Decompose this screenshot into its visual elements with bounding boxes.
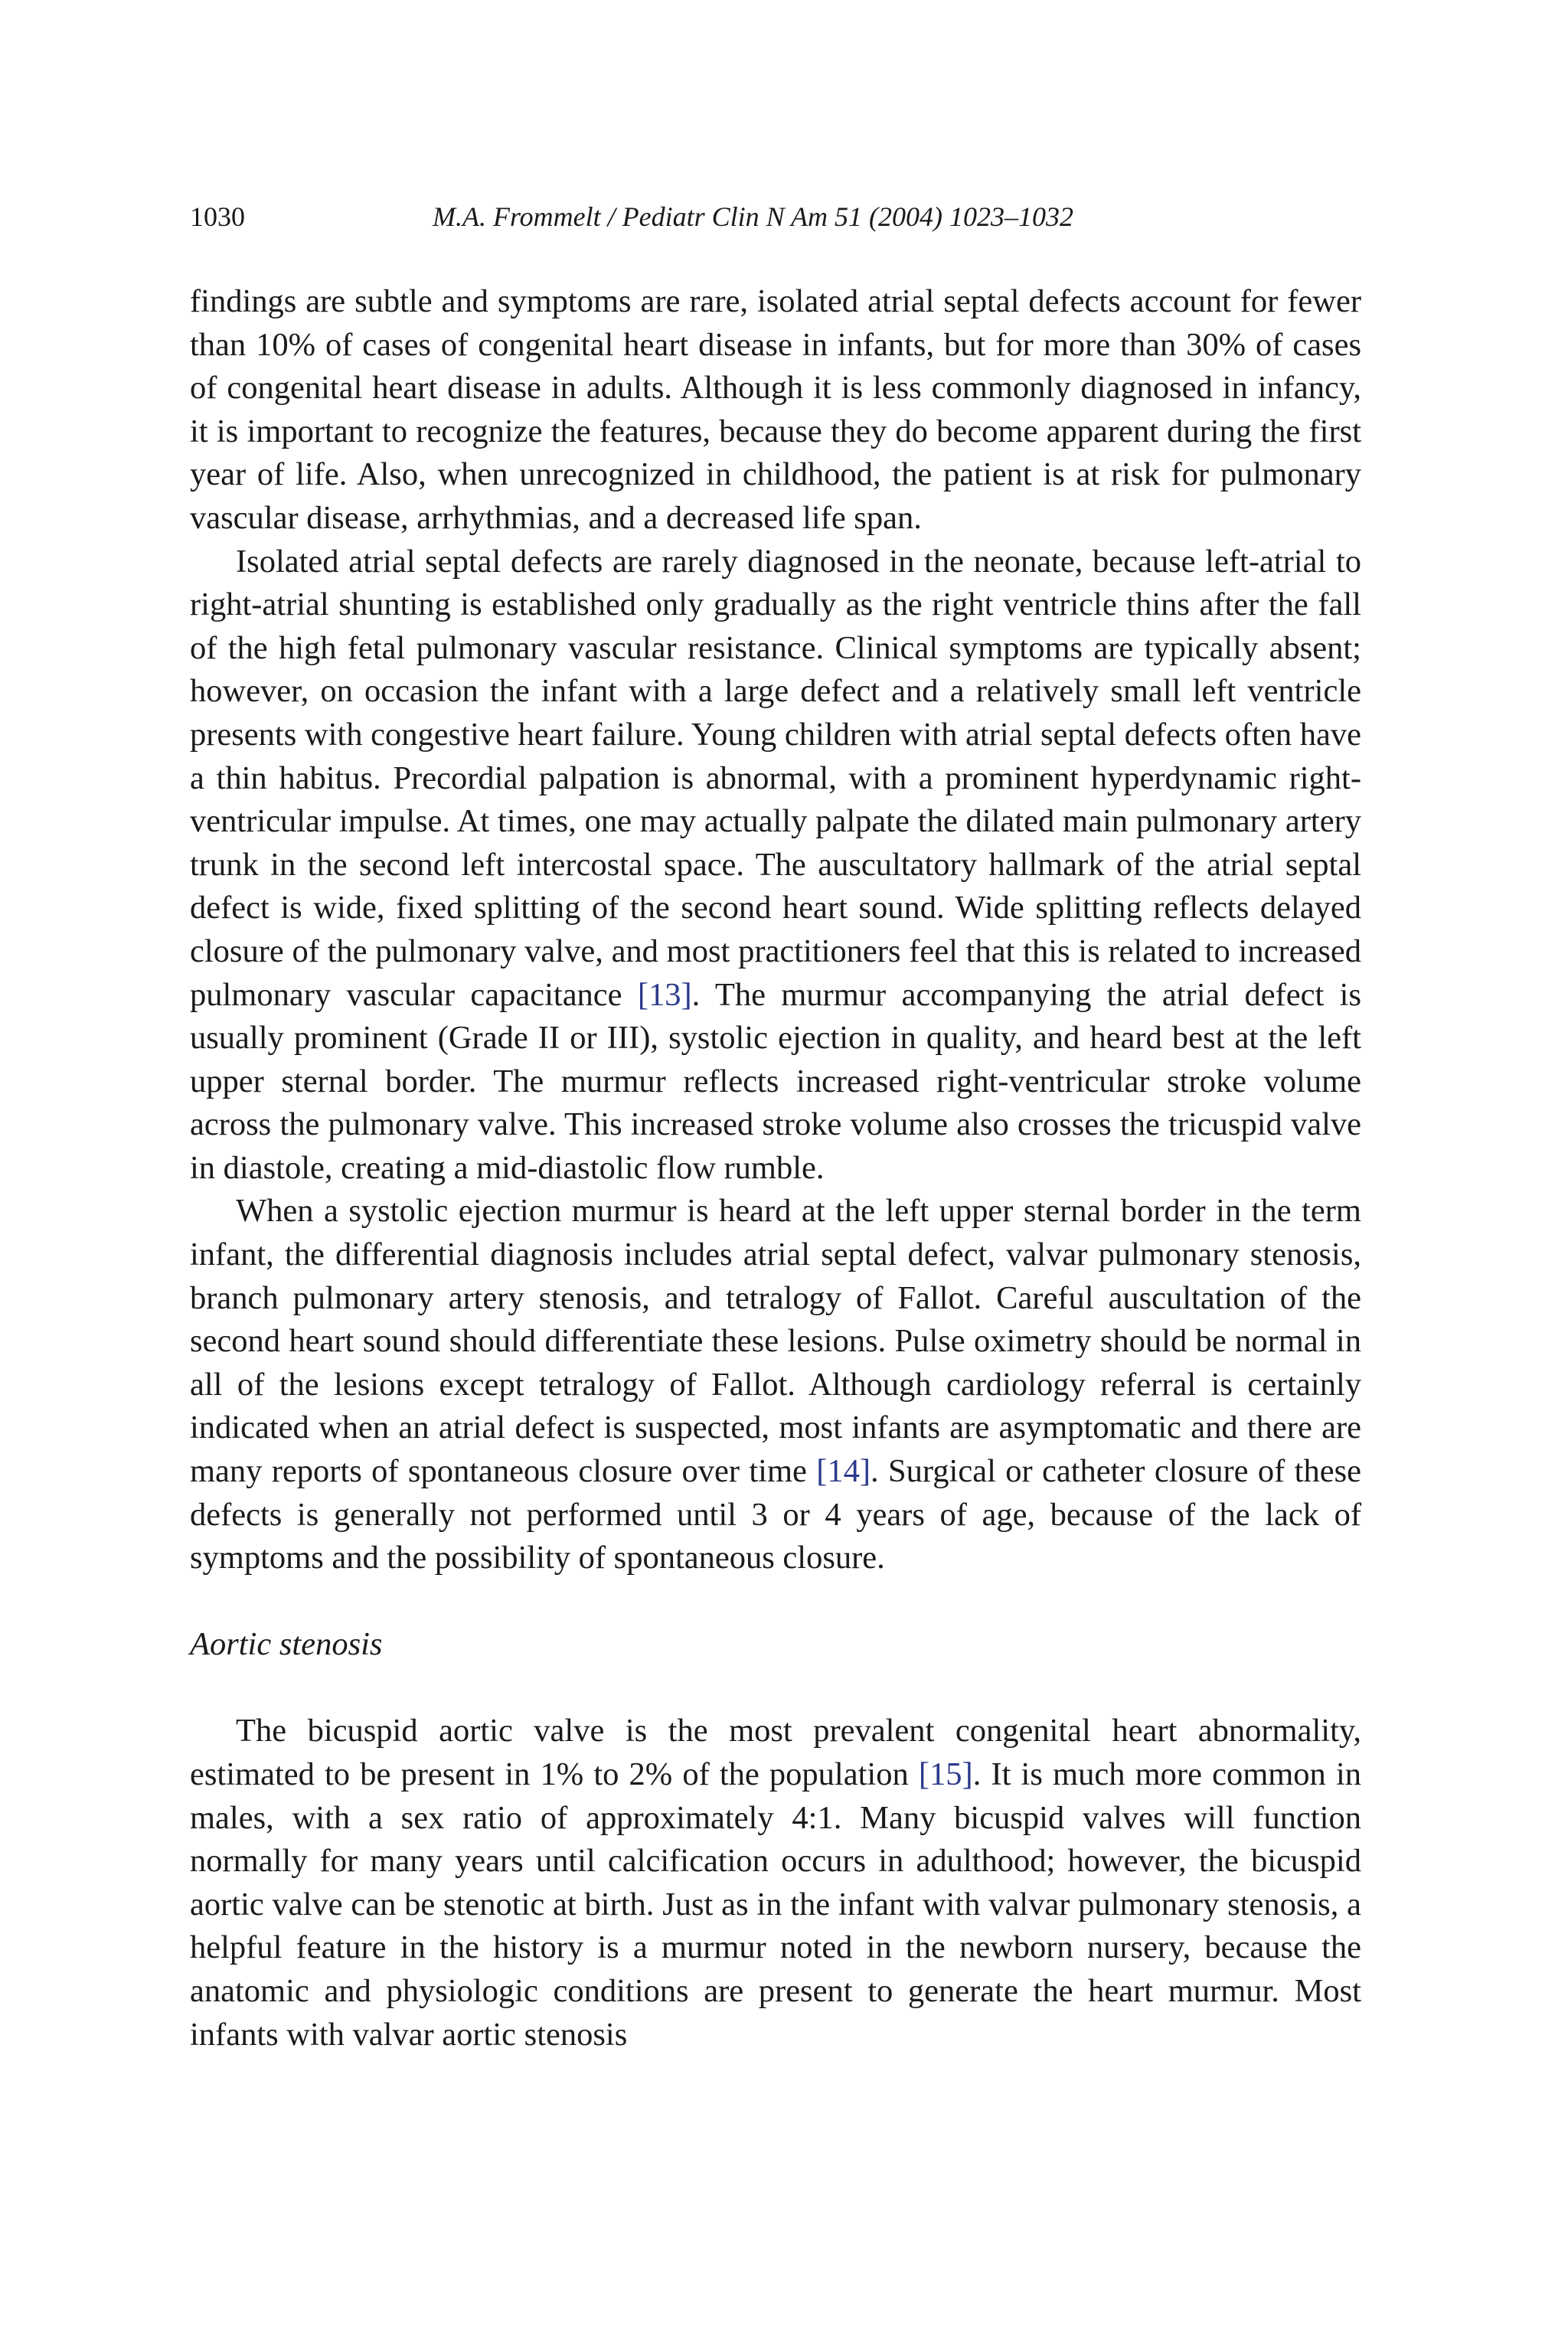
- reference-link-14[interactable]: [14]: [816, 1453, 871, 1490]
- journal-citation: M.A. Frommelt / Pediatr Clin N Am 51 (2004) 1023–1032: [433, 201, 1073, 232]
- running-head: [190, 198, 1361, 236]
- paragraph-text: The bicuspid aortic valve is the most prevalent congenital heart abnormality, estimated to be present in 1% to 2% of the population: [190, 1713, 1361, 1792]
- paragraph-3: [190, 1190, 1361, 1579]
- paragraph-text: . The murmur accompanying the atrial defect is usually prominent (Grade II or III), systolic ejection in quality, and heard best at the left upper sternal border. The murmur reflects increased right-ventricular stroke volume across the pulmonary valve. This increased stroke volume also crosses the tricuspid valve in diastole, creating a mid-diastolic flow rumble.: [190, 976, 1361, 1186]
- paragraph-4: [190, 1710, 1361, 2056]
- paragraph-2: [190, 541, 1361, 1191]
- section-heading: Aortic stenosis: [190, 1625, 383, 1662]
- article-body: [190, 280, 1361, 2056]
- reference-link-13[interactable]: [13]: [637, 976, 692, 1013]
- paragraph-text: . Surgical or catheter closure of these defects is generally not performed until 3 or 4 years of age, because of the lack of symptoms and the possibility of spontaneous closure.: [190, 1453, 1361, 1576]
- reference-link-15[interactable]: [15]: [918, 1756, 973, 1792]
- paragraph-text: . It is much more common in males, with a sex ratio of approximately 4:1. Many bicuspid valves will function normally for many years until calcification occurs in adulthood; however, the bicuspid aortic valve can be stenotic at birth. Just as in the infant with valvar pulmonary stenosis, a helpful feature in the history is a murmur noted in the newborn nursery, because the anatomic and physiologic conditions are present to generate the heart murmur. Most infants with valvar aortic stenosis: [190, 1756, 1362, 2053]
- paragraph-text: When a systolic ejection murmur is heard at the left upper sternal border in the term infant, the differential diagnosis includes atrial septal defect, valvar pulmonary stenosis, branch pulmonary artery stenosis, and tetralogy of Fallot. Careful auscultation of the second heart sound should differentiate these lesions. Pulse oximetry should be normal in all of the lesions except tetralogy of Fallot. Although cardiology referral is certainly indicated when an atrial defect is suspected, most infants are asymptomatic and there are many reports of spontaneous closure over time: [190, 1193, 1361, 1490]
- paragraph-text: findings are subtle and symptoms are rare, isolated atrial septal defects account for fewer than 10% of cases of congenital heart disease in infants, but for more than 30% of cases of congenital heart disease in adults. Although it is less commonly diagnosed in infancy, it is important to recognize the features, because they do become apparent during the first year of life. Also, when unrecognized in childhood, the patient is at risk for pulmonary vascular disease, arrhythmias, and a decreased life span.: [190, 283, 1361, 536]
- page-number: 1030: [190, 201, 245, 232]
- paragraph-1: [190, 280, 1361, 541]
- paragraph-text: Isolated atrial septal defects are rarely diagnosed in the neonate, because left-atrial to right-atrial shunting is established only gradually as the right ventricle thins after the fall of the high fetal pulmonary vascular resistance. Clinical symptoms are typically absent; however, on occasion the infant with a large defect and a relatively small left ventricle presents with congestive heart failure. Young children with atrial septal defects often have a thin habitus. Precordial palpation is abnormal, with a prominent hyperdynamic right-ventricular impulse. At times, one may actually palpate the dilated main pulmonary artery trunk in the second left intercostal space. The auscultatory hallmark of the atrial septal defect is wide, fixed splitting of the second heart sound. Wide splitting reflects delayed closure of the pulmonary valve, and most practitioners feel that this is related to increased pulmonary vascular capacitance: [190, 543, 1361, 1013]
